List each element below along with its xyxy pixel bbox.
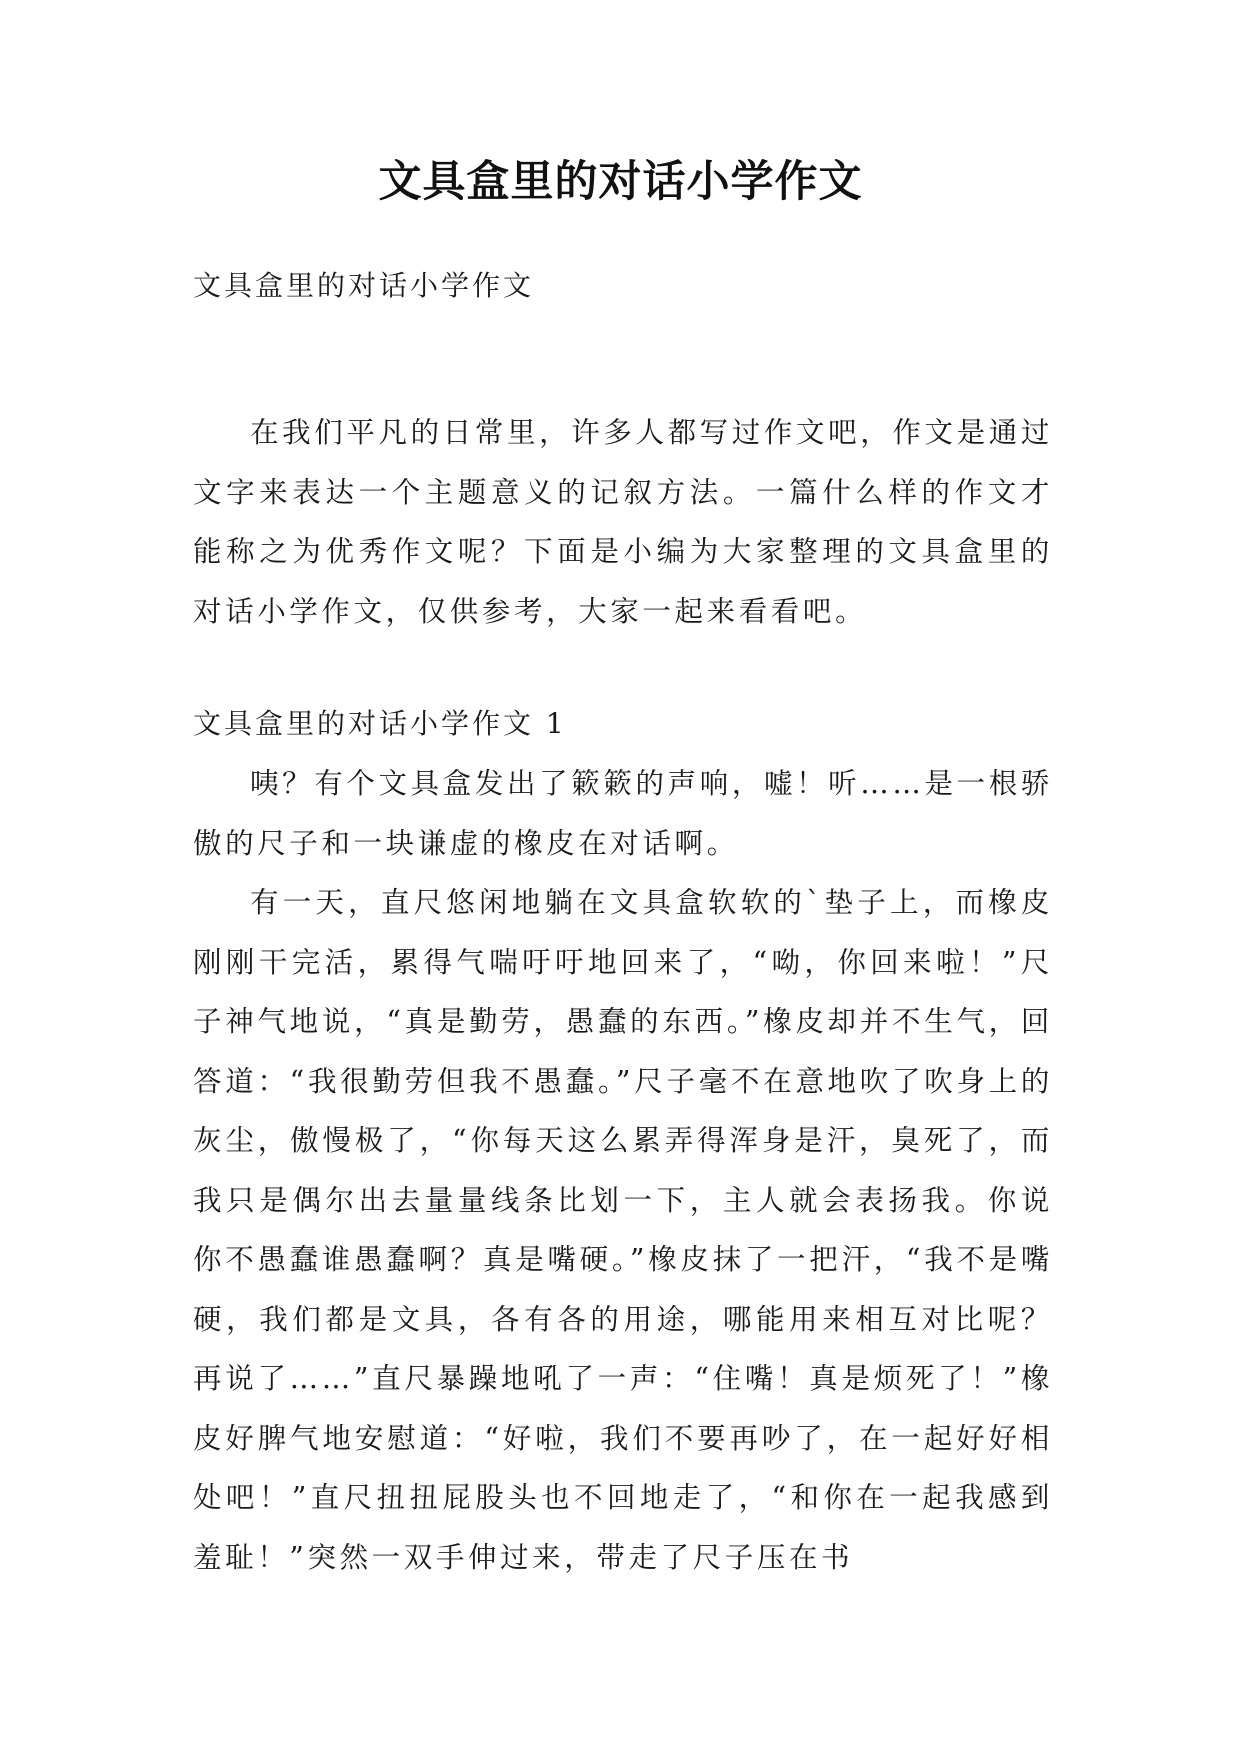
intro-section — [193, 403, 1053, 641]
essay-paragraph-1: 咦？有个文具盒发出了簌簌的声响，嘘！听……是一根骄傲的尺子和一块谦虚的橡皮在对话啊。 — [193, 767, 1053, 860]
section-heading: 文具盒里的对话小学作文 1 — [193, 707, 567, 740]
intro-paragraph: 在我们平凡的日常里，许多人都写过作文吧，作文是通过文字来表达一个主题意义的记叙方法。一篇什么样的作文才能称之为优秀作文呢？下面是小编为大家整理的文具盒里的对话小学作文，仅供参考，大家一起来看看吧。 — [193, 416, 1053, 628]
document-title: 文具盒里的对话小学作文 — [378, 157, 863, 207]
essay-section — [193, 754, 1053, 1587]
document-subtitle: 文具盒里的对话小学作文 — [193, 269, 535, 302]
essay-paragraph-2: 有一天，直尺悠闲地躺在文具盒软软的`垫子上，而橡皮刚刚干完活，累得气喘吁吁地回来了，“呦，你回来啦！”尺子神气地说，“真是勤劳，愚蠢的东西。”橡皮却并不生气，回答道：“我很勤劳但我不愚蠢。”尺子毫不在意地吹了吹身上的灰尘，傲慢极了，“你每天这么累弄得浑身是汗，臭死了，而我只是偶尔出去量量线条比划一下，主人就会表扬我。你说你不愚蠢谁愚蠢啊？真是嘴硬。”橡皮抹了一把汗，“我不是嘴硬，我们都是文具，各有各的用途，哪能用来相互对比呢？再说了……”直尺暴躁地吼了一声：“住嘴！真是烦死了！”橡皮好脾气地安慰道：“好啦，我们不要再吵了，在一起好好相处吧！”直尺扭扭屁股头也不回地走了，“和你在一起我感到羞耻！”突然一双手伸过来，带走了尺子压在书 — [193, 886, 1053, 1574]
